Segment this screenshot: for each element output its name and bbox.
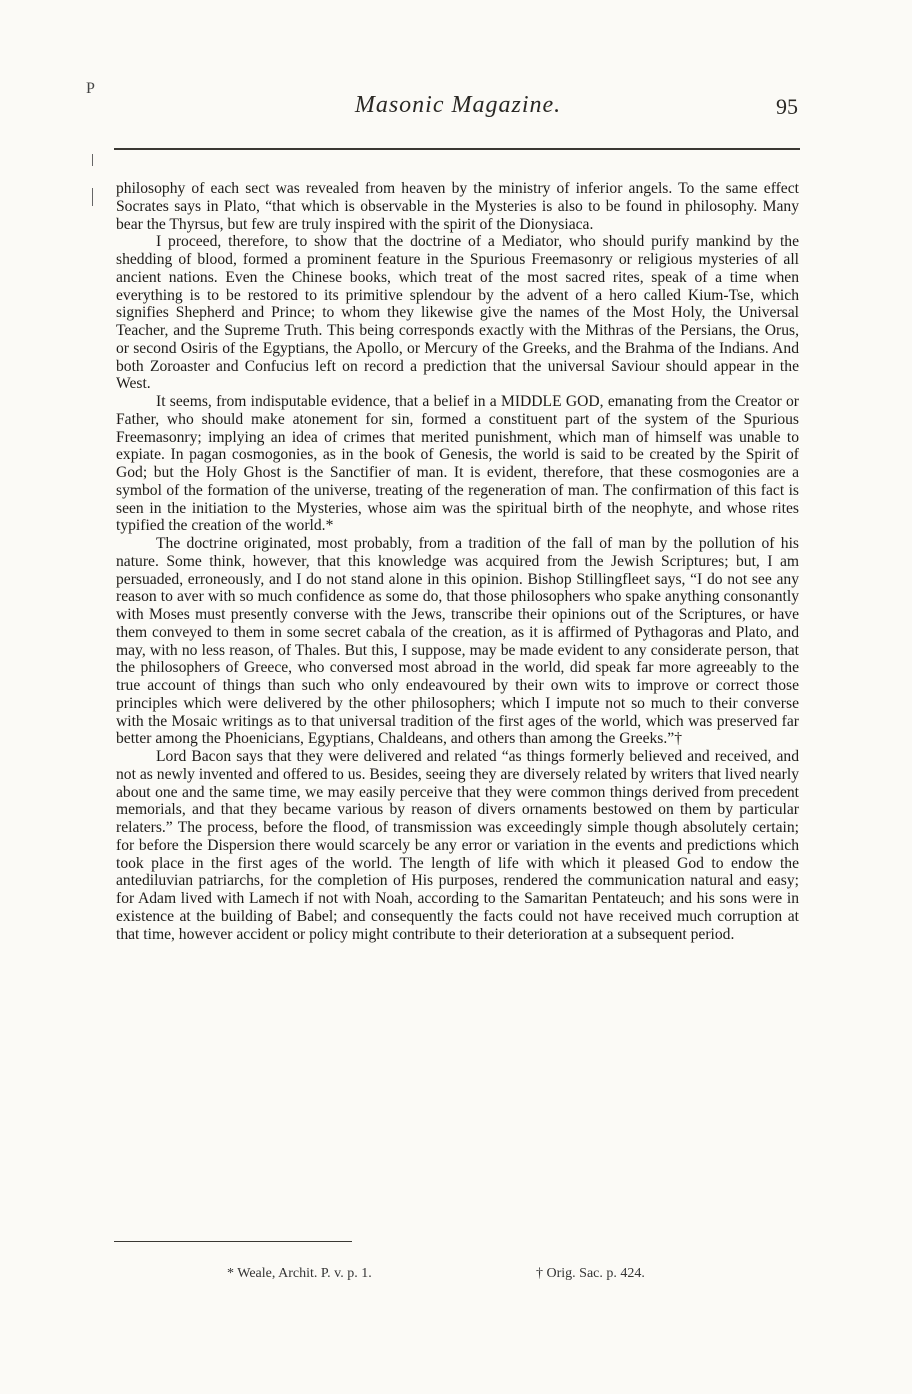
- paragraph: I proceed, therefore, to show that the doctrine of a Mediator, who should purify mankind by the shedding of blood, formed a prominent feature in the Spurious Freemasonry or religious mysteries of all ancient nations. Even the Chinese books, which treat of the most sacred rites, speak of a time when everything is to be restored to its primitive splendour by the advent of a hero called Kium-Tse, which signifies Shepherd and Prince; to whom they likewise give the names of the Most Holy, the Universal Teacher, and the Supreme Truth. This being corresponds exactly with the Mithras of the Persians, the Orus, or second Osiris of the Egyptians, the Apollo, or Mercury of the Greeks, and the Brahma of the Indians. And both Zoroaster and Confucius left on record a prediction that the universal Saviour should appear in the West.: [116, 233, 799, 393]
- paragraph: It seems, from indisputable evidence, that a belief in a MIDDLE GOD, emanating from the Creator or Father, who should make atonement for sin, formed a constituent part of the system of the Spurious Freemasonry; implying an idea of crimes that merited punishment, which man of himself was unable to expiate. In pagan cosmogonies, as in the book of Genesis, the world is said to be created by the Spirit of God; but the Holy Ghost is the Sanctifier of man. It is evident, therefore, that these cosmogonies are a symbol of the formation of the universe, treating of the regeneration of man. The confirmation of this fact is seen in the initiation to the Mysteries, whose aim was the spiritual birth of the neophyte, and whose rites typified the creation of the world.*: [116, 393, 799, 535]
- body-text: [116, 180, 799, 943]
- header-rule: [114, 148, 800, 150]
- paragraph: philosophy of each sect was revealed from heaven by the ministry of inferior angels. To the same effect Socrates says in Plato, “that which is observable in the Mysteries is also to be found in philosophy. Many bear the Thyrsus, but few are truly inspired with the spirit of the Dionysiaca.: [116, 180, 799, 233]
- footnote-weale: * Weale, Archit. P. v. p. 1.: [227, 1266, 372, 1281]
- page-number: 95: [776, 94, 798, 119]
- footnotes: [116, 1266, 799, 1286]
- margin-tick: [92, 188, 93, 206]
- paragraph: The doctrine originated, most probably, from a tradition of the fall of man by the pollution of his nature. Some think, however, that this knowledge was acquired from the Jewish Scriptures; but, I am persuaded, erroneously, and I do not stand alone in this opinion. Bishop Stillingfleet says, “I do not see any reason to aver with so much confidence as some do, that those philosophers who spake anything consonantly with Moses must presently converse with the Jews, transcribe their opinions out of the Scriptures, or have them conveyed to them in some secret cabala of the creation, as it is affirmed of Pythagoras and Plato, and may, with no less reason, of Thales. But this, I suppose, may be made evident to any considerate person, that the philosophers of Greece, who conversed most abroad in the world, did speak far more agreeably to the true account of things than such who only endeavoured by their own wits to improve or correct those principles which were delivered by the other philosophers; which I impute not so much to their converse with the Mosaic writings as to that universal tradition of the first ages of the world, which was preserved far better among the Phoenicians, Egyptians, Chaldeans, and others than among the Greeks.”†: [116, 535, 799, 748]
- paragraph: Lord Bacon says that they were delivered and related “as things formerly believed and received, and not as newly invented and offered to us. Besides, seeing they are diversely related by writers that lived nearly about one and the same time, we may easily perceive that they were common things derived from precedent memorials, and that they became various by reason of divers ornaments bestowed on them by particular relaters.” The process, before the flood, of transmission was exceedingly simple though absolutely certain; for before the Dispersion there would scarcely be any error or variation in the events and predictions which took place in the first ages of the world. The length of life with which it pleased God to endow the antediluvian patriarchs, for the completion of His purposes, rendered the communication natural and easy; for Adam lived with Lamech if not with Noah, according to the Samaritan Pentateuch; and his sons were in existence at the building of Babel; and consequently the facts could not have received much corruption at that time, however accident or policy might contribute to their deterioration at a subsequent period.: [116, 748, 799, 943]
- running-header: [118, 92, 798, 132]
- margin-mark: P: [86, 80, 95, 97]
- running-title: Masonic Magazine.: [354, 92, 562, 118]
- footnote-orig-sac: † Orig. Sac. p. 424.: [536, 1266, 645, 1281]
- footnote-rule: [114, 1241, 352, 1242]
- margin-tick: [92, 154, 93, 166]
